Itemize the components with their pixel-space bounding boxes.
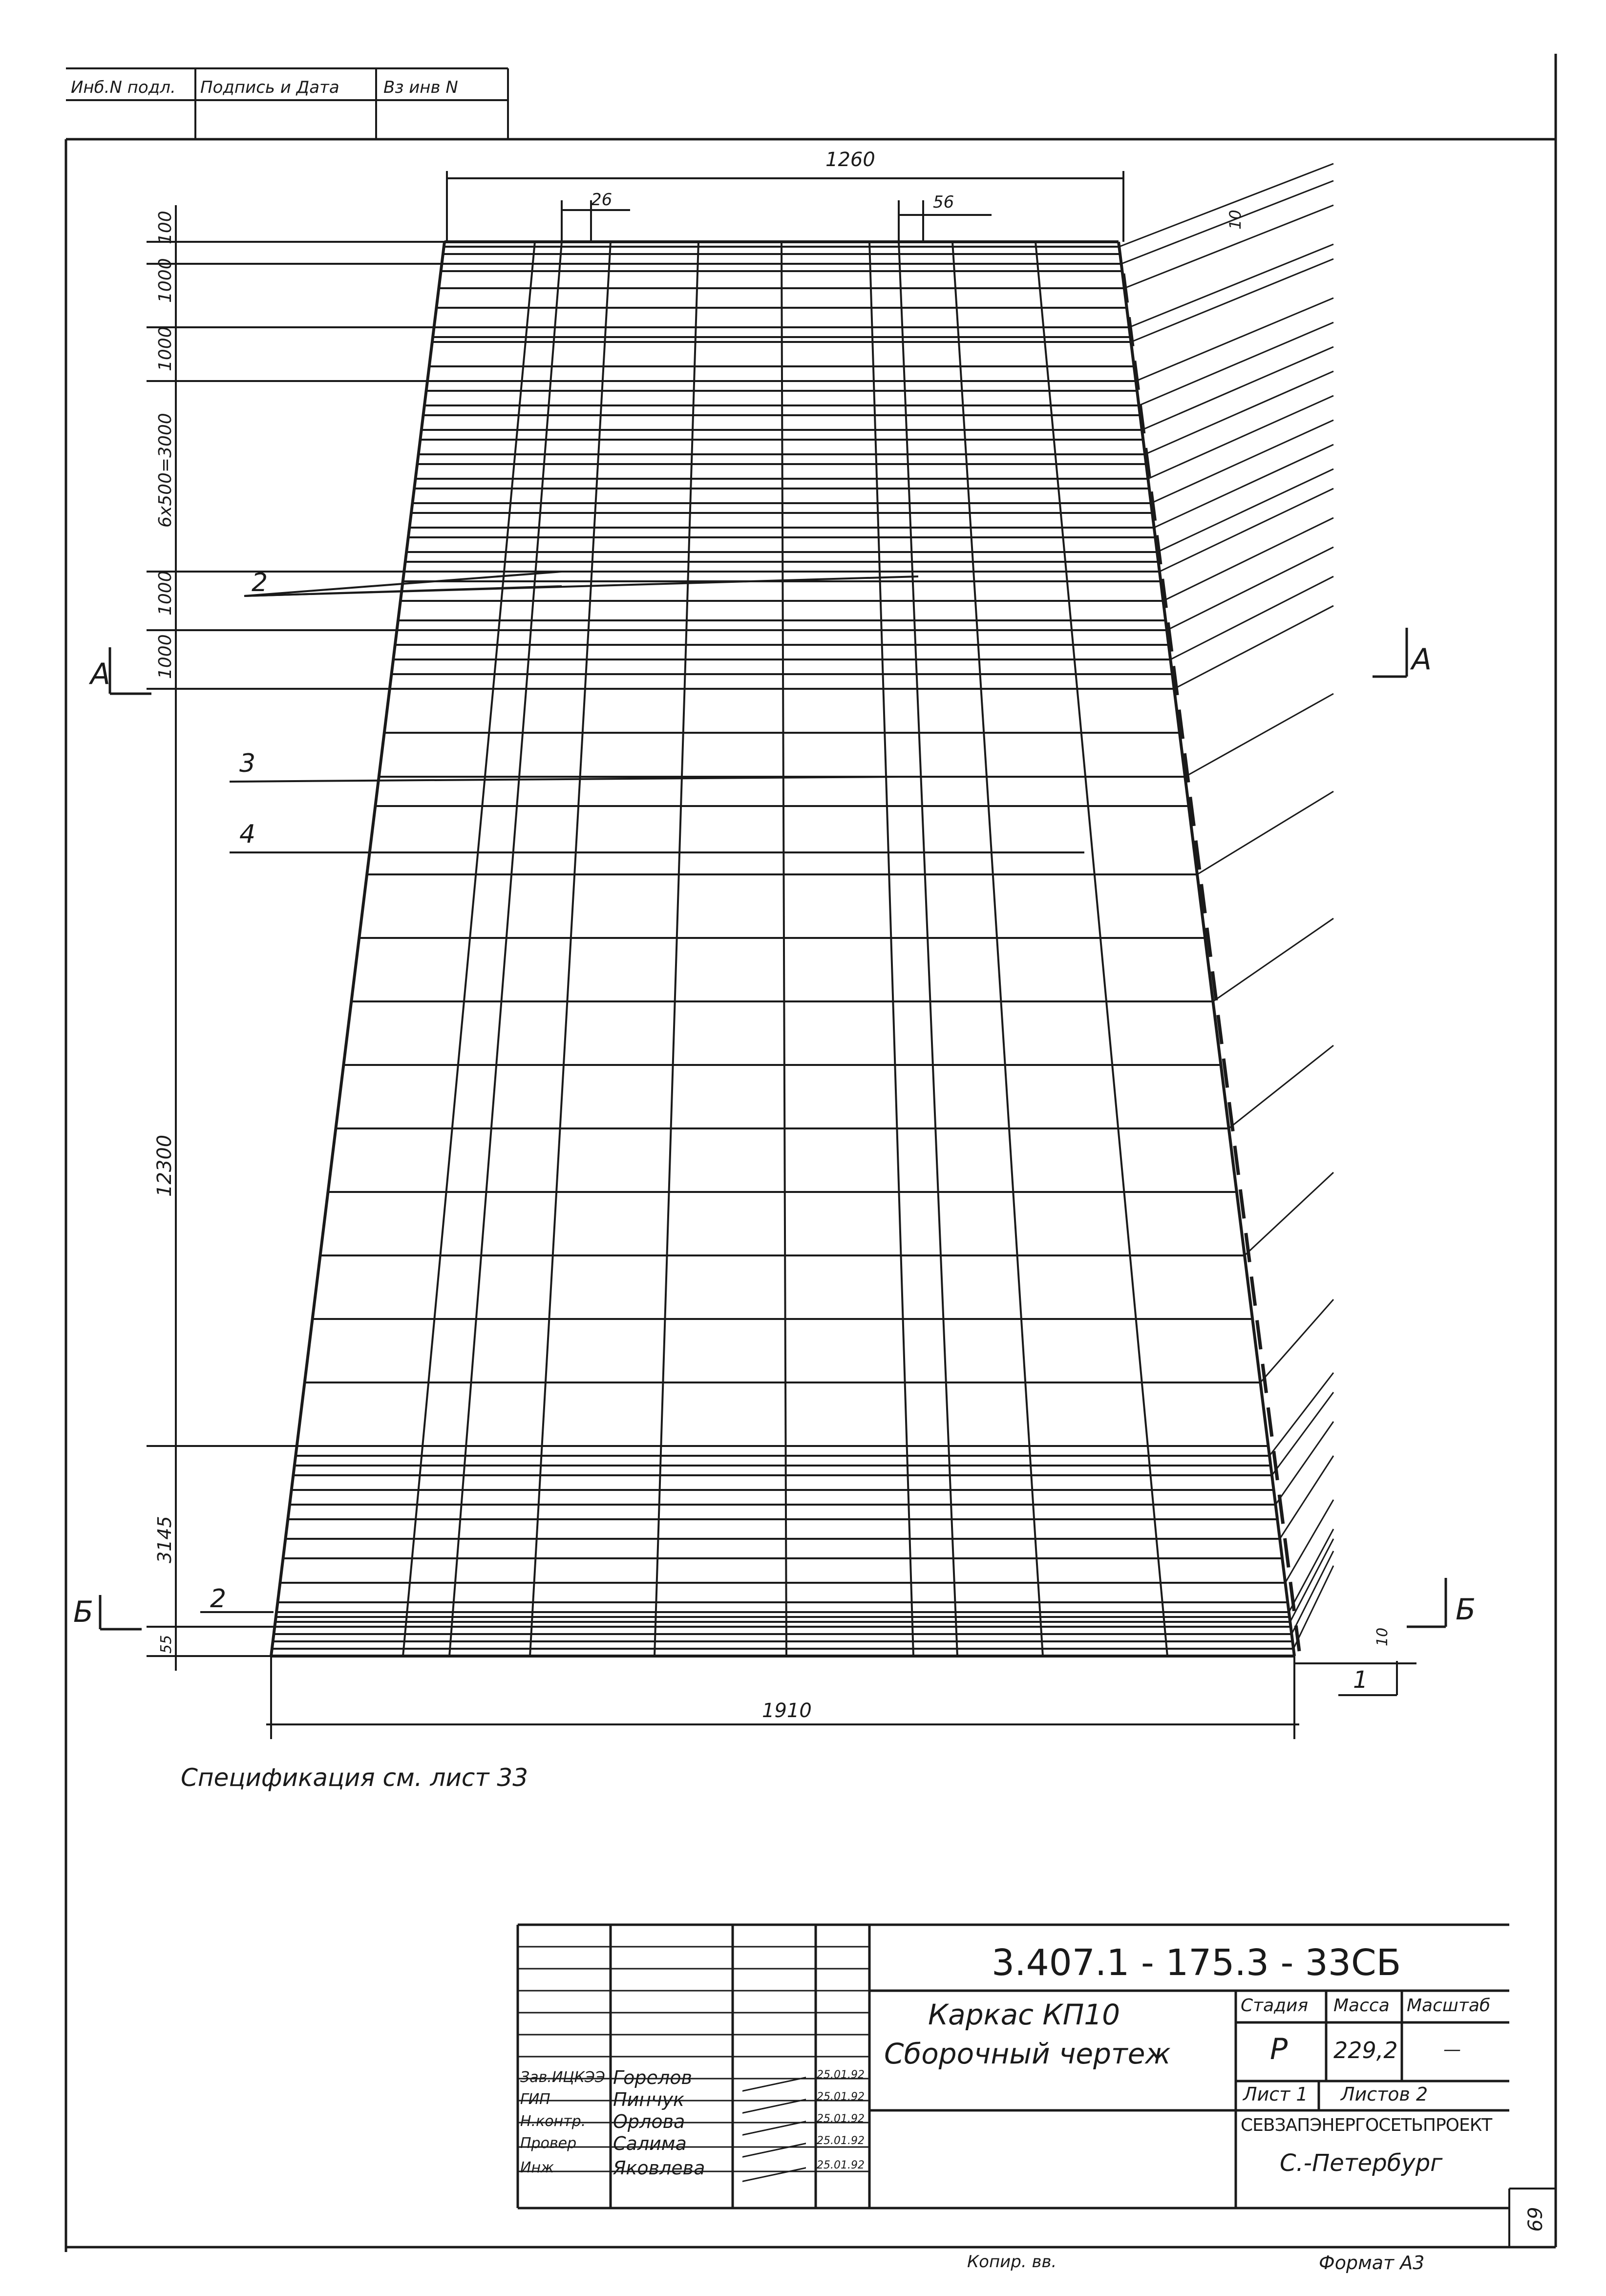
leader-3: 3 [239, 749, 256, 778]
section-b-left: Б [73, 1595, 94, 1629]
perspective-line [1289, 1529, 1333, 1612]
perspective-line [1129, 244, 1333, 327]
signature-date: 25.01.92 [817, 2113, 865, 2125]
footer-format: Формат А3 [1319, 2252, 1425, 2274]
dim-label-1000d: 1000 [155, 634, 175, 679]
perspective-line [1260, 1299, 1333, 1382]
perspective-line [1229, 1045, 1333, 1128]
dim-label-1000b: 1000 [155, 326, 175, 371]
signature-name: Горелов [613, 2067, 692, 2088]
perspective-line [1213, 918, 1333, 1001]
right-dashed-edge [1123, 274, 1299, 1651]
drawing-name-line2: Сборочный чертеж [884, 2037, 1171, 2070]
sheet-frame [66, 54, 1556, 2252]
header-mass: Масса [1333, 1996, 1390, 2016]
perspective-line [1148, 396, 1333, 479]
drawing-code: 3.407.1 - 175.3 - 33СБ [992, 1942, 1401, 1984]
signature-role: Провер [520, 2135, 577, 2152]
dim-label-6x500: 6x500=3000 [155, 413, 175, 528]
perspective-line [1151, 420, 1333, 503]
bottom-dimension [266, 1656, 1299, 1739]
dim-bottom-10: 10 [1374, 1627, 1391, 1646]
leader-2-bottom: 2 [210, 1584, 227, 1614]
city: С.-Петербург [1280, 2149, 1443, 2177]
signature-role: Зав.ИЦКЭЭ [520, 2069, 605, 2086]
signature-name: Пинчук [613, 2089, 685, 2110]
perspective-line [1275, 1422, 1333, 1505]
stamp-sign-label: Подпись и Дата [200, 78, 339, 97]
perspective-line [1280, 1456, 1333, 1539]
leader-4: 4 [239, 820, 256, 849]
dim-label-1000a: 1000 [155, 258, 175, 303]
signature-role: Н.контр. [520, 2113, 586, 2130]
dim-top-26: 26 [591, 190, 613, 210]
perspective-line [1245, 1172, 1333, 1255]
signature-name: Яковлева [613, 2157, 705, 2179]
footer-copied: Копир. вв. [967, 2252, 1057, 2272]
drawing-name-line1: Каркас КП10 [928, 1998, 1120, 2031]
left-dim-labels [153, 211, 176, 1654]
dim-top-56: 56 [933, 192, 954, 212]
perspective-line [1139, 322, 1333, 405]
perspective-line [1291, 1551, 1333, 1634]
section-a-right: А [1412, 642, 1432, 677]
signature-role: ГИП [520, 2091, 550, 2108]
dim-label-12300: 12300 [153, 1134, 176, 1197]
dim-label-55: 55 [158, 1635, 175, 1654]
organization: СЕВЗАПЭНЕРГОСЕТЬПРОЕКТ [1241, 2115, 1492, 2135]
dim-label-1000c: 1000 [155, 571, 175, 616]
perspective-lines [1119, 164, 1333, 1649]
stamp-inv-label: Инб.N подл. [71, 78, 176, 97]
perspective-line [1119, 164, 1333, 247]
header-scale: Масштаб [1407, 1996, 1491, 2016]
dim-label-100: 100 [155, 211, 175, 244]
dim-top-10: 10 [1226, 210, 1245, 230]
leader-2-top: 2 [252, 568, 268, 597]
signature-name: Орлова [613, 2111, 685, 2132]
signature-name: Салима [613, 2133, 687, 2154]
signature-date: 25.01.92 [817, 2069, 865, 2081]
page-number: 69 [1522, 2207, 1545, 2232]
perspective-line [1131, 259, 1333, 342]
mass-value: 229,2 [1333, 2037, 1398, 2063]
perspective-line [1154, 445, 1333, 528]
dim-label-3145: 3145 [154, 1516, 175, 1563]
dim-bottom-1910: 1910 [762, 1700, 812, 1722]
perspective-line [1145, 371, 1333, 454]
perspective-line [1157, 469, 1333, 552]
perspective-line [1142, 347, 1333, 430]
pos-1-label: 1 [1353, 1666, 1368, 1694]
perspective-line [1197, 791, 1333, 874]
sheets-total: Листов 2 [1341, 2083, 1428, 2105]
header-stage: Стадия [1241, 1996, 1309, 2016]
perspective-line [1136, 298, 1333, 381]
sheet-number: Лист 1 [1243, 2083, 1308, 2105]
perspective-line [1174, 606, 1333, 689]
signature-role: Инж [520, 2159, 554, 2176]
top-dimension [447, 171, 1123, 242]
section-a-left: А [90, 657, 111, 691]
signature-date: 25.01.92 [817, 2159, 865, 2171]
section-b-right: Б [1456, 1593, 1476, 1627]
scale-value: — [1443, 2040, 1461, 2060]
perspective-line [1269, 1373, 1333, 1456]
dim-top-1260: 1260 [825, 149, 875, 171]
stamp-vz-label: Вз инв N [383, 78, 458, 97]
signature-date: 25.01.92 [817, 2135, 865, 2147]
spec-note: Спецификация см. лист 33 [181, 1764, 528, 1792]
signature-date: 25.01.92 [817, 2091, 865, 2103]
stage-value: Р [1270, 2032, 1288, 2066]
perspective-line [1185, 694, 1333, 777]
